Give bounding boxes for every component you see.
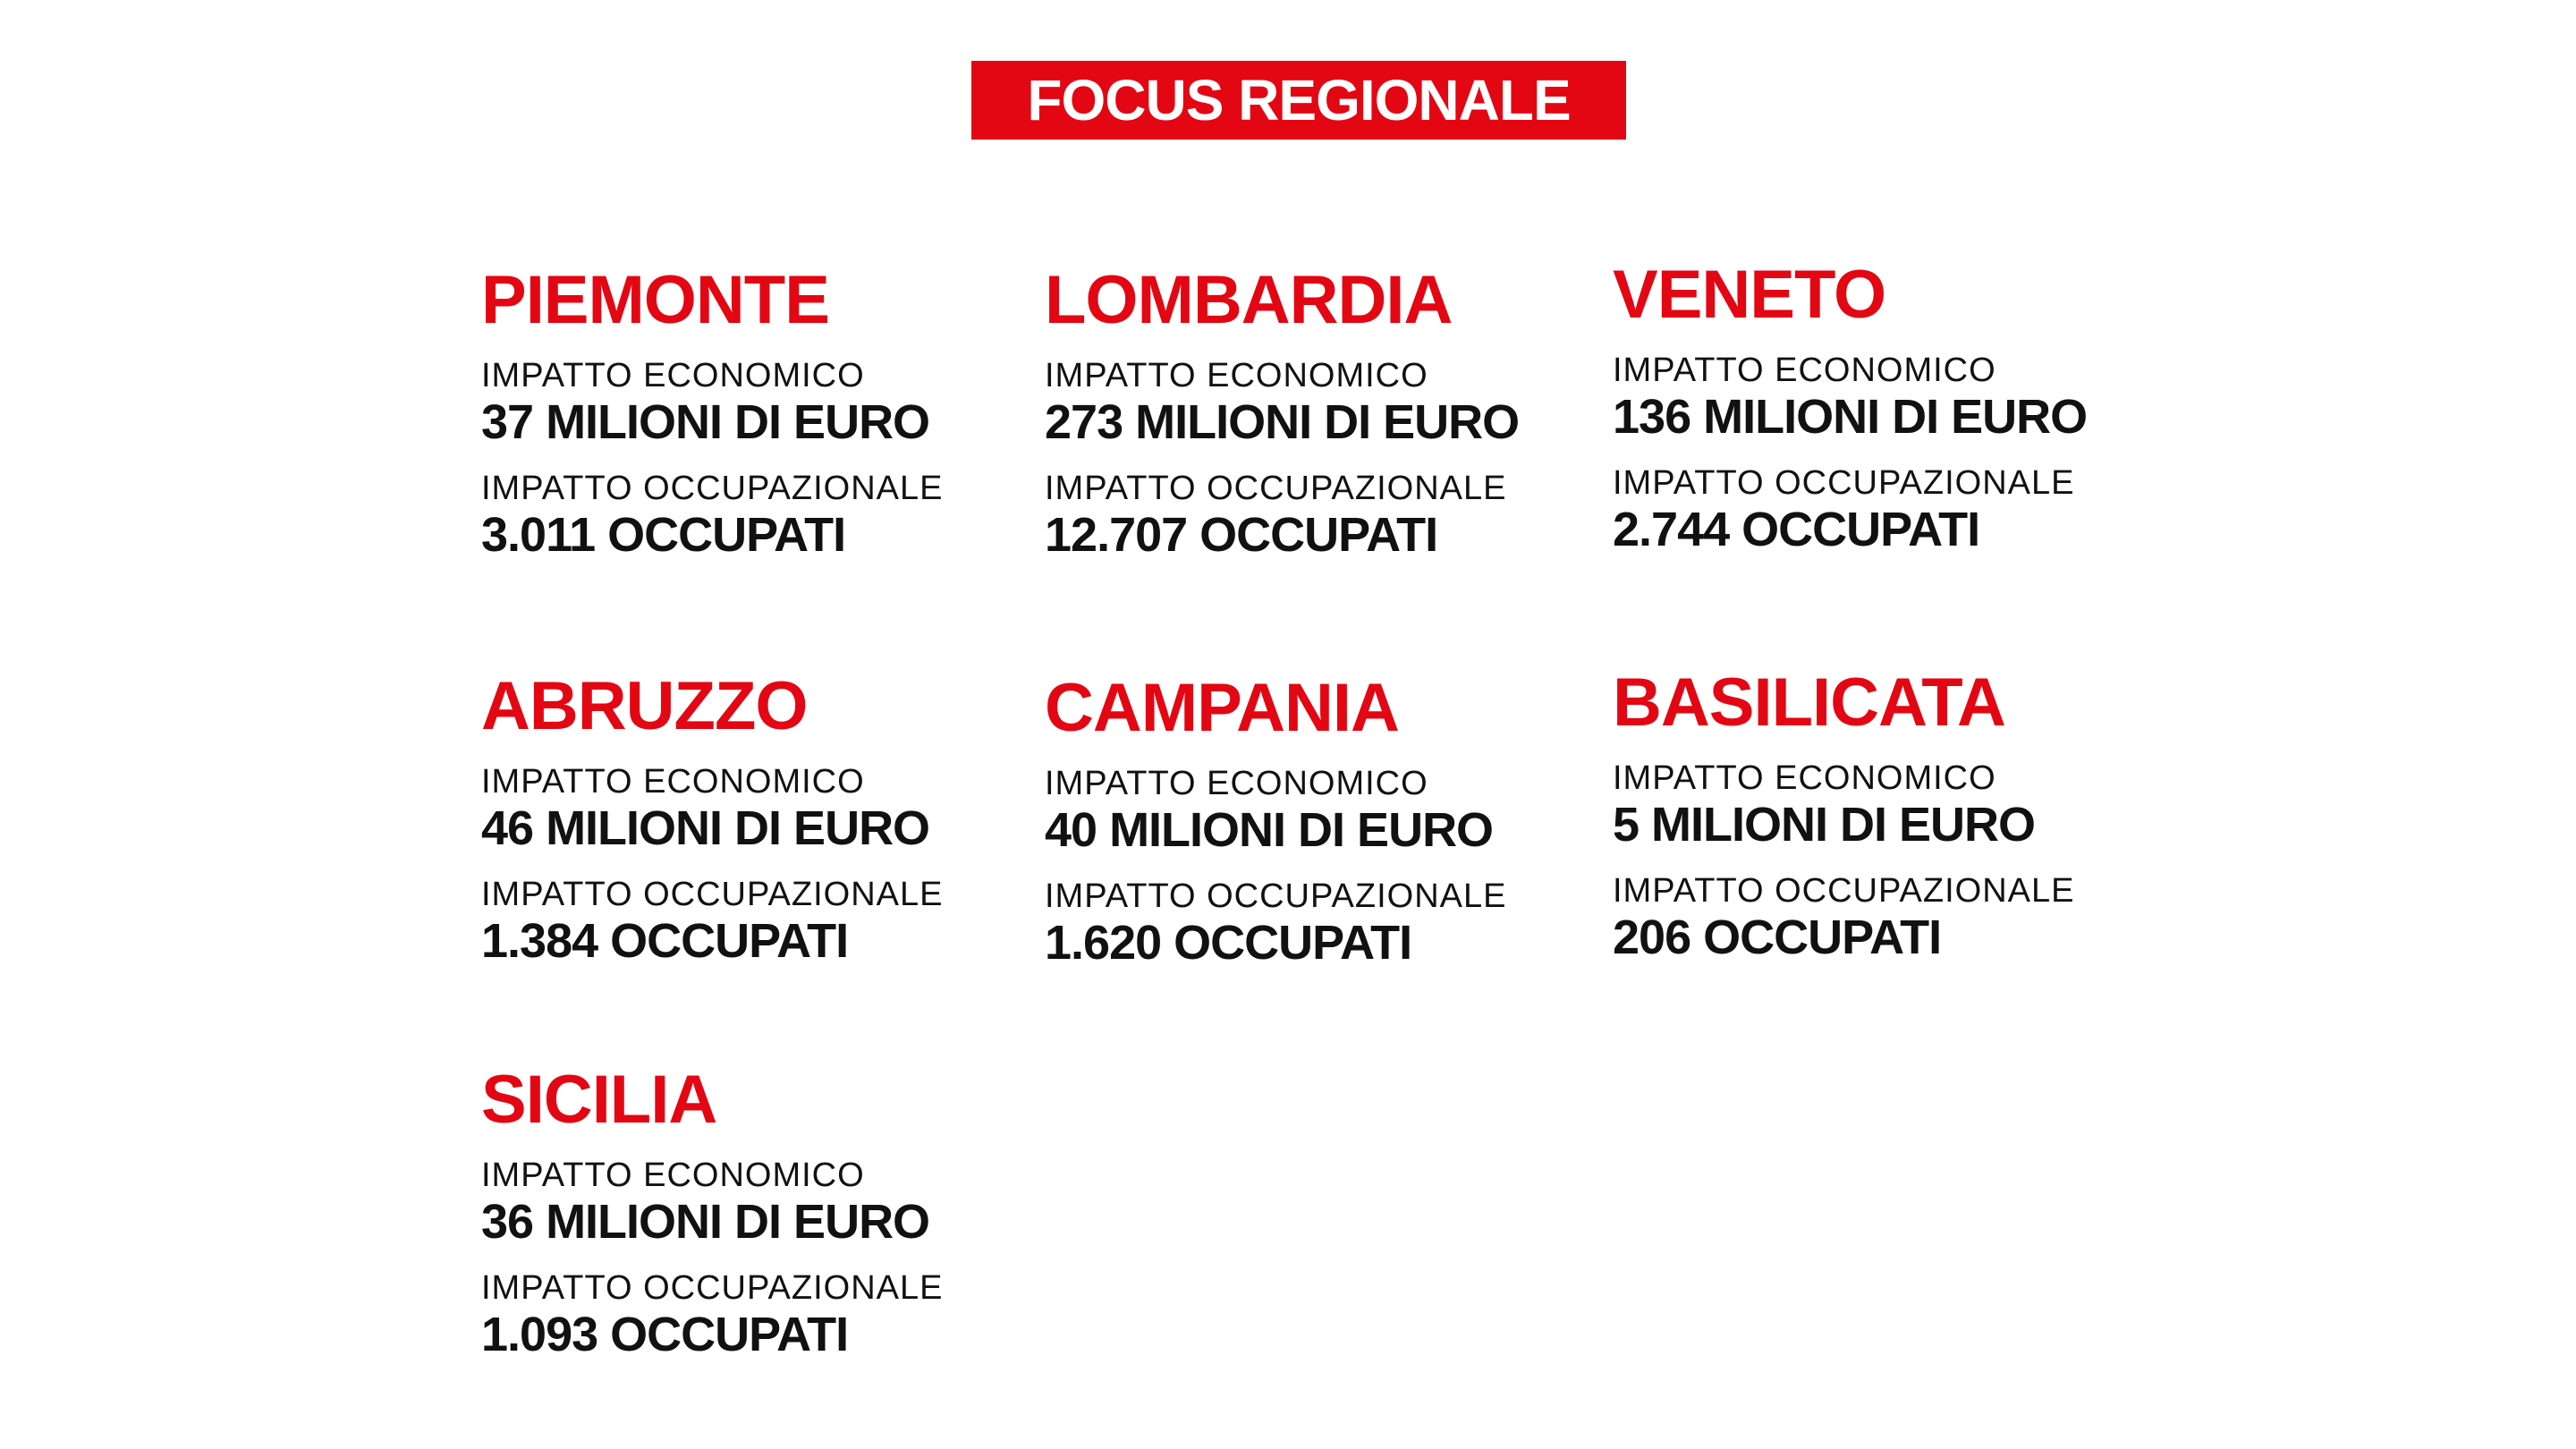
employment-impact-value: 1.620 OCCUPATI [1045,916,1412,970]
economic-impact-value: 46 MILIONI DI EURO [481,801,930,855]
region-name: SICILIA [481,1062,717,1138]
employment-impact-label: IMPATTO OCCUPAZIONALE [1613,872,2075,910]
economic-impact-label: IMPATTO ECONOMICO [481,357,865,394]
region-card-piemonte [481,262,1036,562]
region-name: VENETO [1613,257,1886,333]
employment-impact-value: 1.384 OCCUPATI [481,914,849,968]
employment-impact-value: 2.744 OCCUPATI [1613,503,1980,556]
region-name: BASILICATA [1613,665,2005,741]
region-card-campania [1045,670,1599,970]
employment-impact-label: IMPATTO OCCUPAZIONALE [1045,470,1507,507]
economic-impact-label: IMPATTO ECONOMICO [481,1157,865,1194]
economic-impact-label: IMPATTO ECONOMICO [1045,357,1428,394]
region-name: CAMPANIA [1045,670,1399,746]
region-card-sicilia [481,1064,1036,1361]
economic-impact-value: 273 MILIONI DI EURO [1045,395,1520,449]
employment-impact-label: IMPATTO OCCUPAZIONALE [1613,464,2075,502]
region-name: LOMBARDIA [1045,262,1453,338]
region-card-basilicata [1613,667,2167,964]
region-card-lombardia [1045,262,1599,562]
economic-impact-value: 36 MILIONI DI EURO [481,1195,930,1249]
page-title: FOCUS REGIONALE [971,61,1626,140]
region-name: ABRUZZO [481,668,808,744]
employment-impact-label: IMPATTO OCCUPAZIONALE [481,470,944,507]
employment-impact-value: 12.707 OCCUPATI [1045,508,1438,562]
employment-impact-label: IMPATTO OCCUPAZIONALE [481,1269,944,1307]
employment-impact-value: 3.011 OCCUPATI [481,508,846,562]
economic-impact-value: 5 MILIONI DI EURO [1613,798,2036,852]
economic-impact-label: IMPATTO ECONOMICO [1613,759,1996,797]
region-name: PIEMONTE [481,262,829,338]
region-card-veneto [1613,259,2167,556]
economic-impact-value: 40 MILIONI DI EURO [1045,803,1494,857]
employment-impact-label: IMPATTO OCCUPAZIONALE [481,876,944,913]
economic-impact-label: IMPATTO ECONOMICO [481,763,865,801]
economic-impact-value: 136 MILIONI DI EURO [1613,390,2088,444]
employment-impact-value: 206 OCCUPATI [1613,911,1942,964]
region-card-abruzzo [481,668,1036,968]
employment-impact-value: 1.093 OCCUPATI [481,1308,849,1361]
economic-impact-label: IMPATTO ECONOMICO [1045,765,1428,802]
employment-impact-label: IMPATTO OCCUPAZIONALE [1045,877,1507,915]
economic-impact-label: IMPATTO ECONOMICO [1613,352,1996,389]
economic-impact-value: 37 MILIONI DI EURO [481,395,930,449]
